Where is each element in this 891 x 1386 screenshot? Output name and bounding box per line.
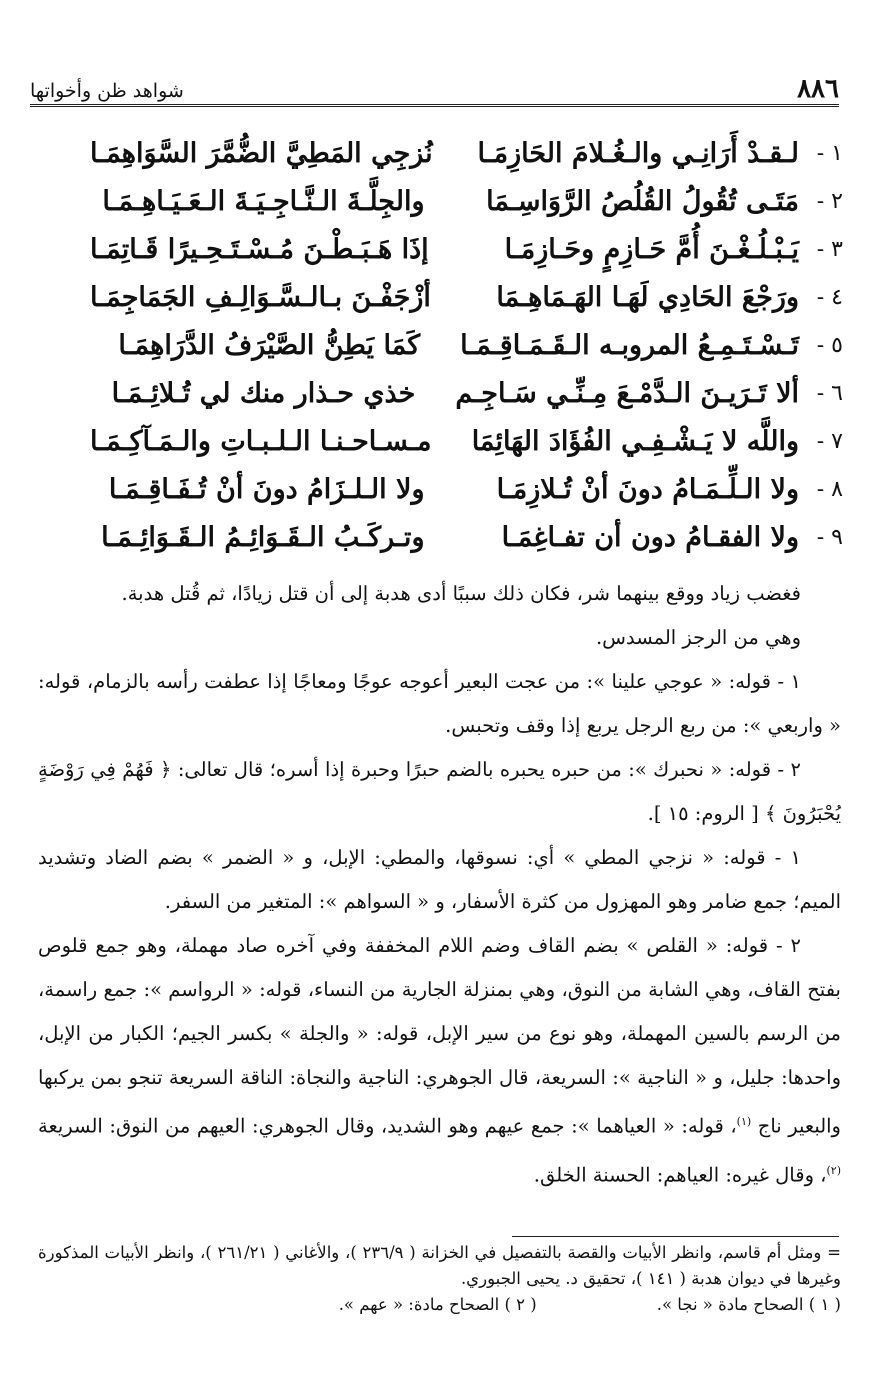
verse-line	[90, 226, 843, 272]
verse-second-hemistich: ولا الـلـزَامُ دونَ أنْ تُـفَـاقِـمَـا	[108, 473, 425, 505]
verse-number: ٧ -	[816, 428, 843, 454]
footnote-continued: = ومثل أم قاسم، وانظر الأبيات والقصة بالتفصيل في الخزانة ( ٢٣٦/٩ )، والأغاني ( ٢٦١/٢١ )، وانظر الأبيات المذكورة وغيرها في ديوان هدبة ( ١٤١ )، تحقيق د. يحيى الجبوري.	[38, 1243, 841, 1288]
verse-line	[90, 274, 843, 320]
page-header	[30, 64, 839, 107]
verse-first-hemistich: يَـبْـلُـغْـنَ أُمَّ حَـازِمٍ وحَـازِمَـا	[504, 233, 799, 265]
verse-first-hemistich: ألا تَـرَيـنَ الـدَّمْـعَ مِـنِّـي سَـاجِـم	[455, 377, 799, 409]
verse-first-hemistich: مَتَـى تُقُولُ القُلُصُ الرَّوَاسِـمَا	[486, 185, 799, 217]
footnote-separator	[512, 1236, 839, 1237]
verse-number: ٨ -	[816, 476, 843, 502]
paragraph: فغضب زياد ووقع بينهما شر، فكان ذلك سببًا أدى هدبة إلى أن قتل زيادًا، ثم قُتل هدبة.	[121, 582, 801, 605]
paragraph: وهي من الرجز المسدس.	[595, 626, 801, 649]
verse-first-hemistich: واللَّه لا يَـشْـفِـي الفُؤَادَ الهَائِمَا	[471, 425, 799, 457]
verse-number: ٥ -	[816, 332, 843, 358]
verse-line	[90, 466, 843, 512]
verse-number: ٢ -	[816, 188, 843, 214]
verse-second-hemistich: خذي حـذار منك لي تُـلائِـمَـا	[111, 377, 416, 409]
verse-second-hemistich: وتـركَـبُ الـقَـوَائِـمُ الـقَـوَائِـمَـا	[101, 521, 425, 553]
verse-second-hemistich: إذَا هَـبَـطْـنَ مُـسْـتَـحِـيرًا قَـاتِمَـا	[90, 233, 429, 265]
footnote-row	[38, 1292, 841, 1318]
verse-line	[90, 178, 843, 224]
verse-number: ٤ -	[816, 284, 843, 310]
verse-number: ٩ -	[816, 524, 843, 550]
verse-line	[90, 370, 843, 416]
verse-line	[90, 514, 843, 560]
verse-second-hemistich: أزْجَفْـنَ بـالـسَّـوَالِـفِ الجَمَاجِمَـا	[90, 281, 431, 313]
footnote-ref: (٢)	[826, 1163, 841, 1177]
footnotes	[38, 1240, 841, 1318]
paragraph: ١ - قوله: « عوجي علينا »: من عجت البعير أعوجه عوجًا ومعاجًا إذا عطفت رأسه بالزمام، قوله: « واربعي »: من ربع الرجل يربع إذا وقف وتحبس.	[38, 670, 841, 737]
footnote-1: ( ١ ) الصحاح مادة « نجا ».	[656, 1295, 841, 1314]
page-number: ٨٨٦	[797, 74, 839, 104]
paragraph: ١ - قوله: « نزجي المطي » أي: نسوقها، والمطي: الإبل، و « الضمر » بضم الضاد وتشديد الميم؛ جمع ضامر وهو المهزول من كثرة الأسفار، و « السواهم »: المتغير من السفر.	[38, 846, 841, 913]
verse-second-hemistich: نُزجِي المَطِيَّ الضُّمَّرَ السَّوَاهِمَـا	[90, 137, 433, 169]
paragraph	[38, 924, 841, 1197]
text-run: ٢ - قوله: « القلص » بضم القاف وضم اللام المخففة وفي آخره صاد مهملة، وهو جمع قلوص بفتح القاف، وهي الشابة من النوق، وهي بمنزلة الجارية من النساء، قوله: « الرواسم »: جمع راسمة، من الرسم بالسين المهملة، وهو نوع من سير الإبل، قوله: « والجلة » بكسر الجيم؛ الكبار من الإبل، واحدها: جليل، و « الناجية »: السريعة، قال الجوهري: الناجية والنجاة: الناقة السريعة تنجو بمن يركبها والبعير ناج	[38, 934, 841, 1138]
verse-second-hemistich: كَمَا يَطِنُّ الصَّيْرَفُ الدَّرَاهِمَـا	[118, 329, 421, 361]
verse-second-hemistich: مـسـاحـنـا الـلـبـاتِ والـمَـآكِـمَـا	[90, 425, 432, 457]
verse-first-hemistich: لـقـدْ أَرَانِـي والـغُـلامَ الحَازِمَـا	[477, 137, 799, 169]
verse-line	[90, 322, 843, 368]
text-run: ، وقال غيره: العياهم: الحسنة الخلق.	[533, 1163, 827, 1186]
verse-first-hemistich: ورَجْعَ الحَادِي لَهَـا الهَـمَاهِـمَا	[496, 281, 799, 313]
running-title: شواهد ظن وأخواتها	[30, 80, 184, 102]
footnote-2: ( ٢ ) الصحاح مادة: « عهم ».	[338, 1295, 537, 1314]
commentary-body	[38, 572, 841, 1197]
verse-number: ٦ -	[816, 380, 843, 406]
verse-first-hemistich: ولا الـلِّـمَـامُ دونَ أنْ تُـلازِمَـا	[496, 473, 799, 505]
verse-first-hemistich: تَـسْـتَـمِـعُ المروبـه الـقَـمَـاقِـمَـا	[460, 329, 799, 361]
paragraph: ٢ - قوله: « نحبرك »: من حبره يحبره بالضم حبرًا وحبرة إذا أسره؛ قال تعالى: ﴿ فَهُمْ فِي رَوْضَةٍ يُحْبَرُونَ ﴾ [ الروم: ١٥ ].	[38, 758, 841, 825]
verse-line	[90, 130, 843, 176]
verse-number: ١ -	[816, 140, 843, 166]
text-run: ، قوله: « العياهما »: جمع عيهم وهو الشديد، وقال الجوهري: العيهم من النوق: السريعة	[38, 1114, 737, 1138]
verse-first-hemistich: ولا الفقـامُ دون أن تفـاغِمَـا	[501, 521, 799, 553]
verse-second-hemistich: والجِلَّـةَ الـنَّـاجِـيَـةَ الـعَـيَـاهِـمَـا	[102, 185, 425, 217]
verse-number: ٣ -	[816, 236, 843, 262]
footnote-ref: (١)	[736, 1115, 752, 1128]
verse-line	[90, 418, 843, 464]
